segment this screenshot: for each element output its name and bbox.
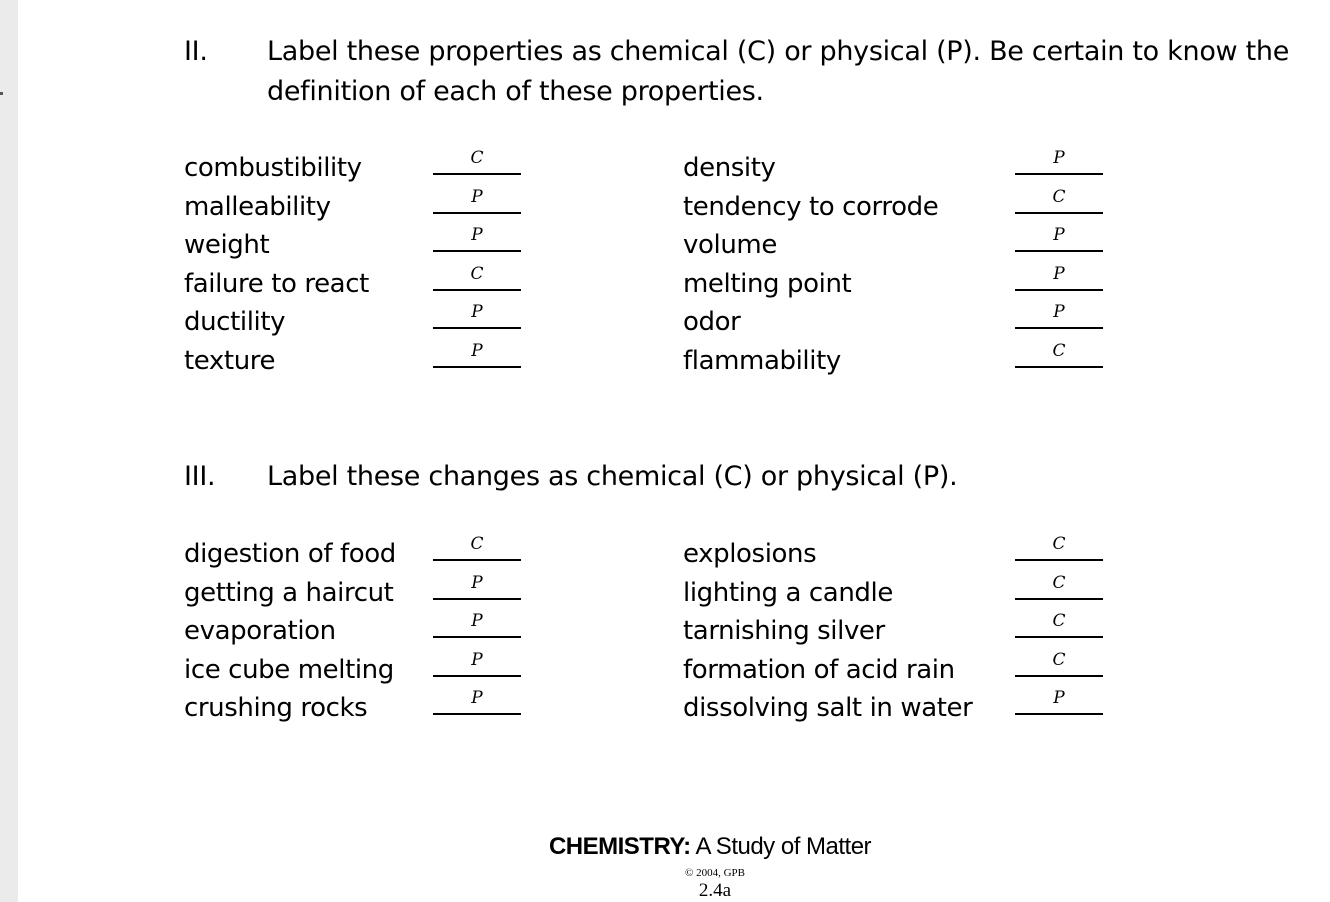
- property-label: texture: [184, 346, 276, 376]
- answer-blank: P: [1015, 226, 1103, 252]
- section-3-instruction: Label these changes as chemical (C) or physical (P).: [267, 461, 958, 492]
- answer-blank: C: [1015, 342, 1103, 368]
- answer-blank: P: [433, 303, 521, 329]
- section-2-numeral: II.: [184, 36, 208, 67]
- property-label: combustibility: [184, 153, 362, 183]
- property-label: formation of acid rain: [683, 655, 955, 685]
- answer-blank: P: [433, 612, 521, 638]
- answer-blank: C: [1015, 188, 1103, 214]
- answer-blank: P: [433, 689, 521, 715]
- property-label: density: [683, 153, 776, 183]
- property-label: getting a haircut: [184, 578, 394, 608]
- footer-page-number: 2.4a: [698, 880, 732, 901]
- answer-blank: P: [1015, 265, 1103, 291]
- answer-blank: P: [1015, 303, 1103, 329]
- answer-blank: P: [433, 226, 521, 252]
- footer-title: [0, 832, 1330, 862]
- answer-blank: C: [433, 149, 521, 175]
- property-label: flammability: [683, 346, 841, 376]
- answer-blank: P: [1015, 689, 1103, 715]
- property-label: tarnishing silver: [683, 616, 885, 646]
- page-gutter: [0, 0, 18, 902]
- property-label: tendency to corrode: [683, 192, 939, 222]
- gutter-mark: [0, 92, 3, 95]
- answer-blank: C: [433, 265, 521, 291]
- answer-blank: P: [1015, 149, 1103, 175]
- answer-blank: P: [433, 188, 521, 214]
- section-2-header: [18, 32, 1330, 112]
- property-label: ductility: [184, 307, 286, 337]
- answer-blank: P: [433, 651, 521, 677]
- answer-blank: C: [1015, 651, 1103, 677]
- property-label: explosions: [683, 539, 817, 569]
- property-label: ice cube melting: [184, 655, 394, 685]
- section-3-numeral: III.: [184, 461, 216, 492]
- property-label: volume: [683, 230, 777, 260]
- answer-blank: P: [433, 342, 521, 368]
- section-2-instruction-line1: Label these properties as chemical (C) or physical (P). Be certain to know the: [267, 36, 1290, 67]
- property-label: evaporation: [184, 616, 336, 646]
- footer-title-bold: CHEMISTRY:: [548, 833, 691, 860]
- property-label: weight: [184, 230, 270, 260]
- worksheet-page: [18, 0, 1330, 902]
- property-label: dissolving salt in water: [683, 693, 973, 723]
- answer-blank: P: [433, 574, 521, 600]
- property-label: melting point: [683, 269, 852, 299]
- footer-copyright: © 2004, GPB: [684, 867, 745, 879]
- answer-blank: C: [1015, 574, 1103, 600]
- property-label: digestion of food: [184, 539, 396, 569]
- property-label: malleability: [184, 192, 331, 222]
- answer-blank: C: [1015, 535, 1103, 561]
- footer-title-rest: A Study of Matter: [690, 833, 872, 860]
- property-label: failure to react: [184, 269, 369, 299]
- section-3-header: [18, 457, 1330, 497]
- property-label: lighting a candle: [683, 578, 893, 608]
- property-label: odor: [683, 307, 741, 337]
- answer-blank: C: [1015, 612, 1103, 638]
- section-2-instruction-line2: definition of each of these properties.: [267, 76, 764, 107]
- property-label: crushing rocks: [184, 693, 368, 723]
- answer-blank: C: [433, 535, 521, 561]
